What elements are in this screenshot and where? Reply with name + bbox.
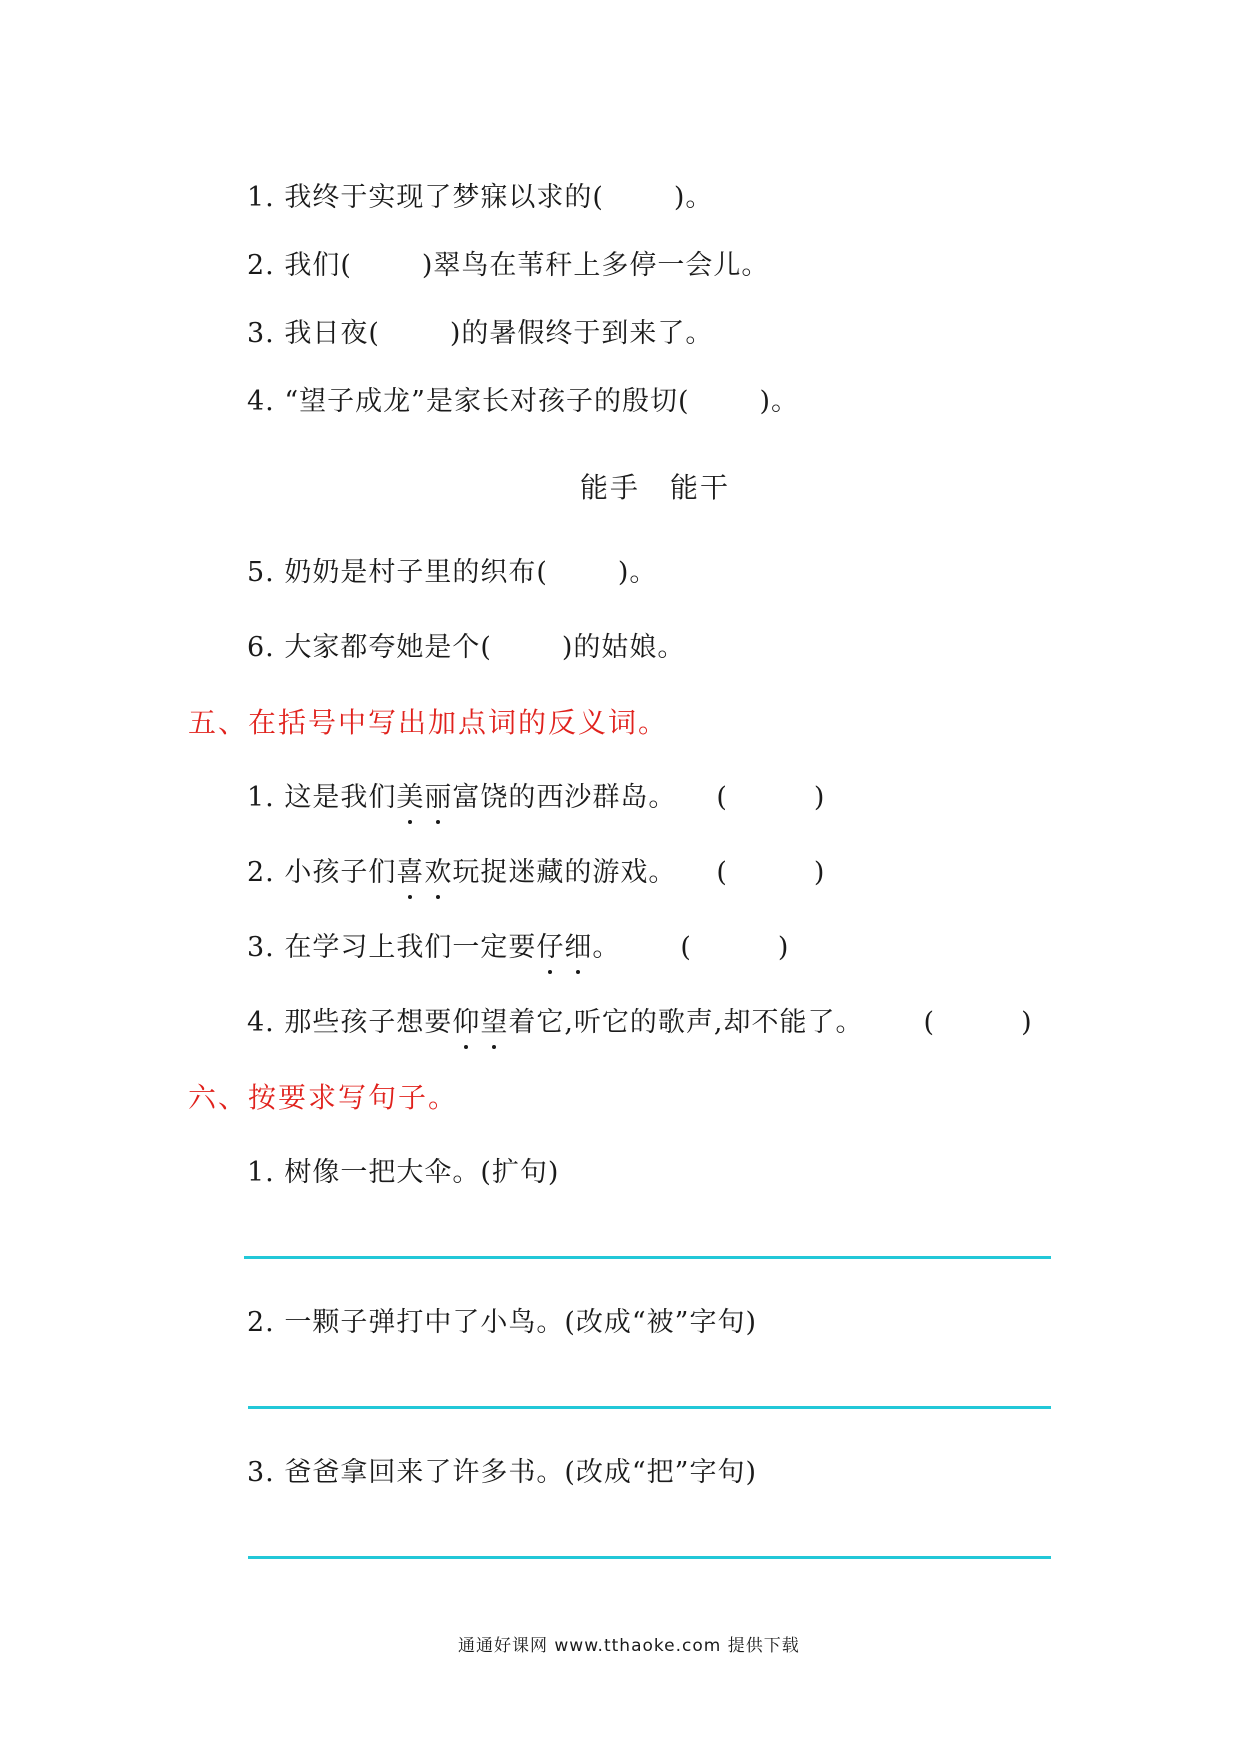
dotted-char: 欢 xyxy=(424,855,452,891)
antonym-open-paren: ( xyxy=(680,932,692,963)
antonym-open-paren: ( xyxy=(923,1007,936,1038)
antonym-open-paren: ( xyxy=(716,782,728,813)
antonym-close-paren: ) xyxy=(1021,1007,1033,1038)
dotted-char: 喜 xyxy=(396,855,424,891)
antonym-item-1-post: 富饶的西沙群岛。 xyxy=(452,782,677,813)
sentence-item-3: 3. 爸爸拿回来了许多书。(改成“把”字句) xyxy=(247,1457,758,1488)
dotted-char: 细 xyxy=(564,930,592,966)
antonym-close-paren: ) xyxy=(777,932,790,963)
fill-item-3-pre: 3. 我日夜( xyxy=(247,318,380,349)
sentence-item-1: 1. 树像一把大伞。(扩句) xyxy=(247,1157,560,1188)
fill-item-4 xyxy=(247,384,799,420)
fill-item-6 xyxy=(247,630,685,666)
fill-item-6-pre: 6. 大家都夸她是个( xyxy=(247,632,492,663)
dotted-char: 望 xyxy=(480,1005,508,1041)
antonym-item-4 xyxy=(247,1005,1033,1041)
fill-item-6-post: )的姑娘。 xyxy=(561,632,686,663)
answer-line-2[interactable] xyxy=(248,1406,1051,1409)
antonym-open-paren: ( xyxy=(716,857,728,888)
fill-item-3-post: )的暑假终于到来了。 xyxy=(449,318,714,349)
antonym-item-4-post: 着它,听它的歌声,却不能了。 xyxy=(508,1007,864,1038)
antonym-item-3-pre: 3. 在学习上我们一定要 xyxy=(247,932,537,963)
word-pair: 能手 能干 xyxy=(580,471,731,504)
antonym-item-2-post: 玩捉迷藏的游戏。 xyxy=(452,857,677,888)
fill-item-1-pre: 1. 我终于实现了梦寐以求的( xyxy=(247,182,604,213)
antonym-item-2-pre: 2. 小孩子们 xyxy=(247,857,397,888)
fill-item-1-post: )。 xyxy=(673,182,714,213)
fill-item-4-post: )。 xyxy=(759,386,800,417)
fill-item-5 xyxy=(247,555,657,591)
dotted-char: 仔 xyxy=(536,930,564,966)
dotted-char: 丽 xyxy=(424,780,452,816)
fill-item-1 xyxy=(247,180,713,216)
antonym-item-3 xyxy=(247,930,789,966)
antonym-item-2 xyxy=(247,855,825,891)
fill-item-2 xyxy=(247,248,769,284)
fill-item-4-pre: 4. “望子成龙”是家长对孩子的殷切( xyxy=(247,386,690,417)
fill-item-5-post: )。 xyxy=(617,557,658,588)
sentence-item-2: 2. 一颗子弹打中了小鸟。(改成“被”字句) xyxy=(247,1307,758,1338)
dotted-char: 美 xyxy=(396,780,424,816)
fill-item-3 xyxy=(247,316,713,352)
dotted-char: 仰 xyxy=(452,1005,480,1041)
antonym-item-4-pre: 4. 那些孩子想要 xyxy=(247,1007,453,1038)
antonym-item-1-pre: 1. 这是我们 xyxy=(247,782,397,813)
footer-download-note: 通通好课网 www.tthaoke.com 提供下载 xyxy=(458,1636,800,1656)
section-5-heading: 五、在括号中写出加点词的反义词。 xyxy=(188,706,669,739)
antonym-close-paren: ) xyxy=(813,782,826,813)
answer-line-1[interactable] xyxy=(244,1256,1051,1259)
fill-item-2-post: )翠鸟在苇秆上多停一会儿。 xyxy=(421,250,770,281)
section-6-heading: 六、按要求写句子。 xyxy=(188,1081,459,1114)
fill-item-5-pre: 5. 奶奶是村子里的织布( xyxy=(247,557,548,588)
fill-item-2-pre: 2. 我们( xyxy=(247,250,352,281)
answer-line-3[interactable] xyxy=(248,1556,1051,1559)
antonym-item-1 xyxy=(247,780,825,816)
antonym-item-3-post: 。 xyxy=(592,932,621,963)
antonym-close-paren: ) xyxy=(813,857,826,888)
